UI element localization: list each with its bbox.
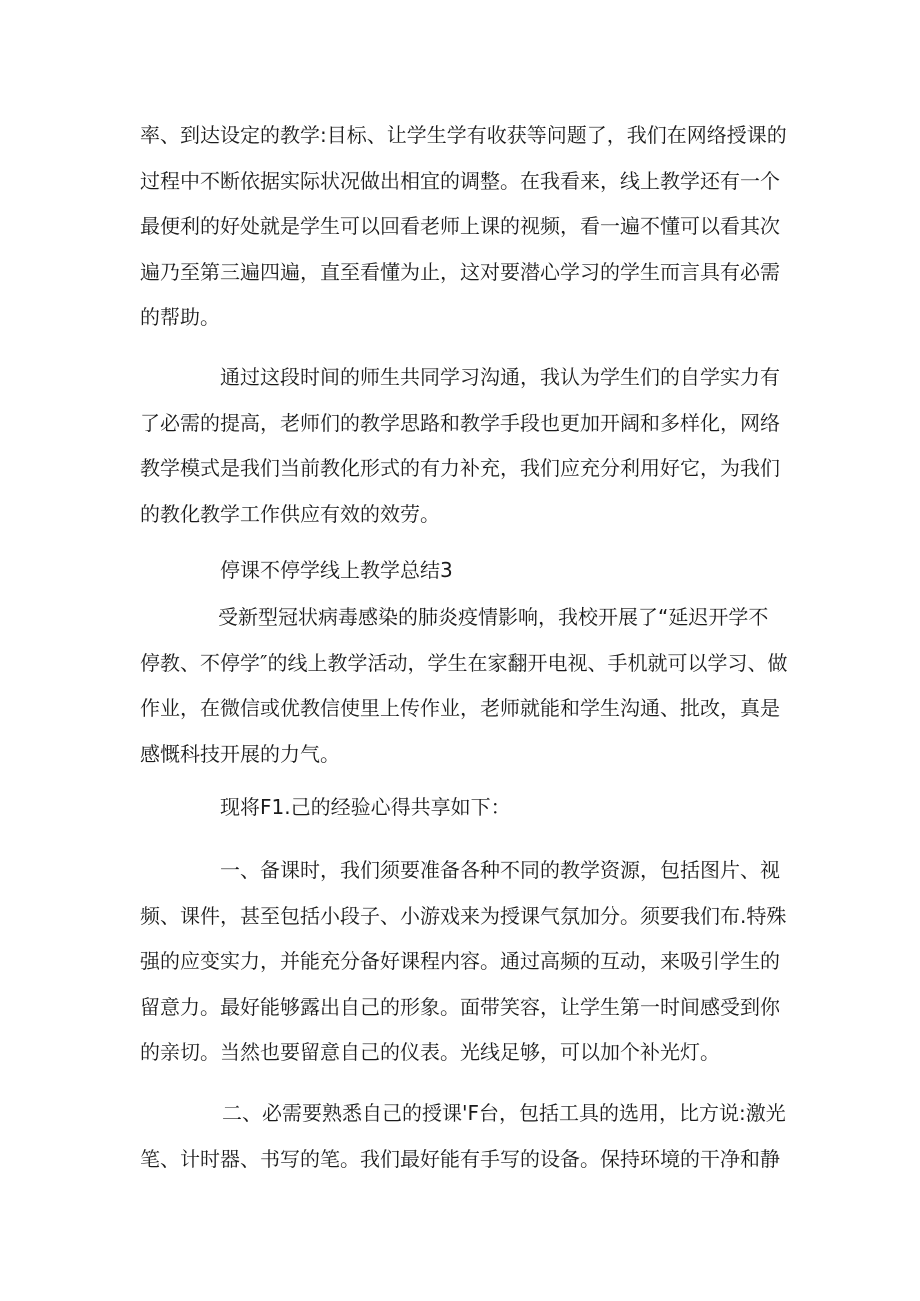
- paragraph-line: 二、必需要熟悉自己的授课'F台，包括工具的选用，比方说:激光: [222, 1101, 786, 1125]
- paragraph-line: 率、到达设定的教学:目标、让学生学有收获等问题了，我们在网络授课的: [140, 123, 787, 147]
- paragraph-line: 强的应变实力，并能充分备好课程内容。通过高频的互动，来吸引学生的: [140, 949, 780, 973]
- paragraph-4: [140, 785, 800, 831]
- paragraph-1: [140, 113, 800, 341]
- paragraph-line: 感慨科技开展的力气。: [140, 741, 340, 766]
- paragraph-line: 笔、计时器、书写的笔。我们最好能有手写的设备。保持环境的干净和静: [140, 1146, 780, 1171]
- paragraph-line: 的帮助。: [140, 305, 220, 329]
- paragraph-line: 了必需的提高，老师们的教学思路和教学手段也更加开阔和多样化，网络: [140, 410, 780, 435]
- paragraph-line: 通过这段时间的师生共同学习沟通，我认为学生们的自学实力有: [220, 365, 780, 389]
- paragraph-3: [140, 595, 800, 777]
- paragraph-line: 一、备课时，我们须要准备各种不同的教学资源，包括图片、视: [220, 858, 780, 882]
- paragraph-line: 最便利的好处就是学生可以回看老师上课的视频，看一遍不懂可以看其次: [140, 214, 780, 238]
- paragraph-5: [140, 848, 800, 1076]
- paragraph-line: 的亲切。当然也要留意自己的仪表。光线足够，可以加个补光灯。: [140, 1040, 720, 1064]
- paragraph-line: 作业，在微信或优教信使里上传作业，老师就能和学生沟通、批改，真是: [140, 696, 780, 720]
- paragraph-line: 教学模式是我们当前教化形式的有力补充，我们应充分利用好它，为我们: [140, 456, 780, 480]
- paragraph-line: 留意力。最好能够露出自己的形象。面带笑容，让学生第一时间感受到你: [140, 994, 780, 1019]
- section-heading: [140, 548, 800, 594]
- paragraph-line: 过程中不断依据实际状况做出相宜的调整。在我看来，线上教学还有一个: [140, 168, 780, 193]
- paragraph-line: 的教化教学工作供应有效的效劳。: [140, 501, 440, 526]
- paragraph-line: 现将F1.己的经验心得共享如下：: [220, 795, 511, 819]
- paragraph-line: 遍乃至第三遍四遍，直至看懂为止，这对要潜心学习的学生而言具有必需: [140, 259, 780, 284]
- paragraph-line: 停教、不停学″的线上教学活动，学生在家翻开电视、手机就可以学习、做: [140, 650, 788, 675]
- heading-text: 停课不停学线上教学总结3: [220, 558, 453, 582]
- paragraph-line: 受新型冠状病毒感染的肺炎疫情影响，我校开展了“延迟开学不: [218, 605, 769, 629]
- paragraph-6: [140, 1091, 800, 1182]
- paragraph-line: 频、课件，甚至包括小段子、小游戏来为授课气氛加分。须要我们布.特殊: [140, 903, 787, 928]
- paragraph-2: [140, 355, 800, 537]
